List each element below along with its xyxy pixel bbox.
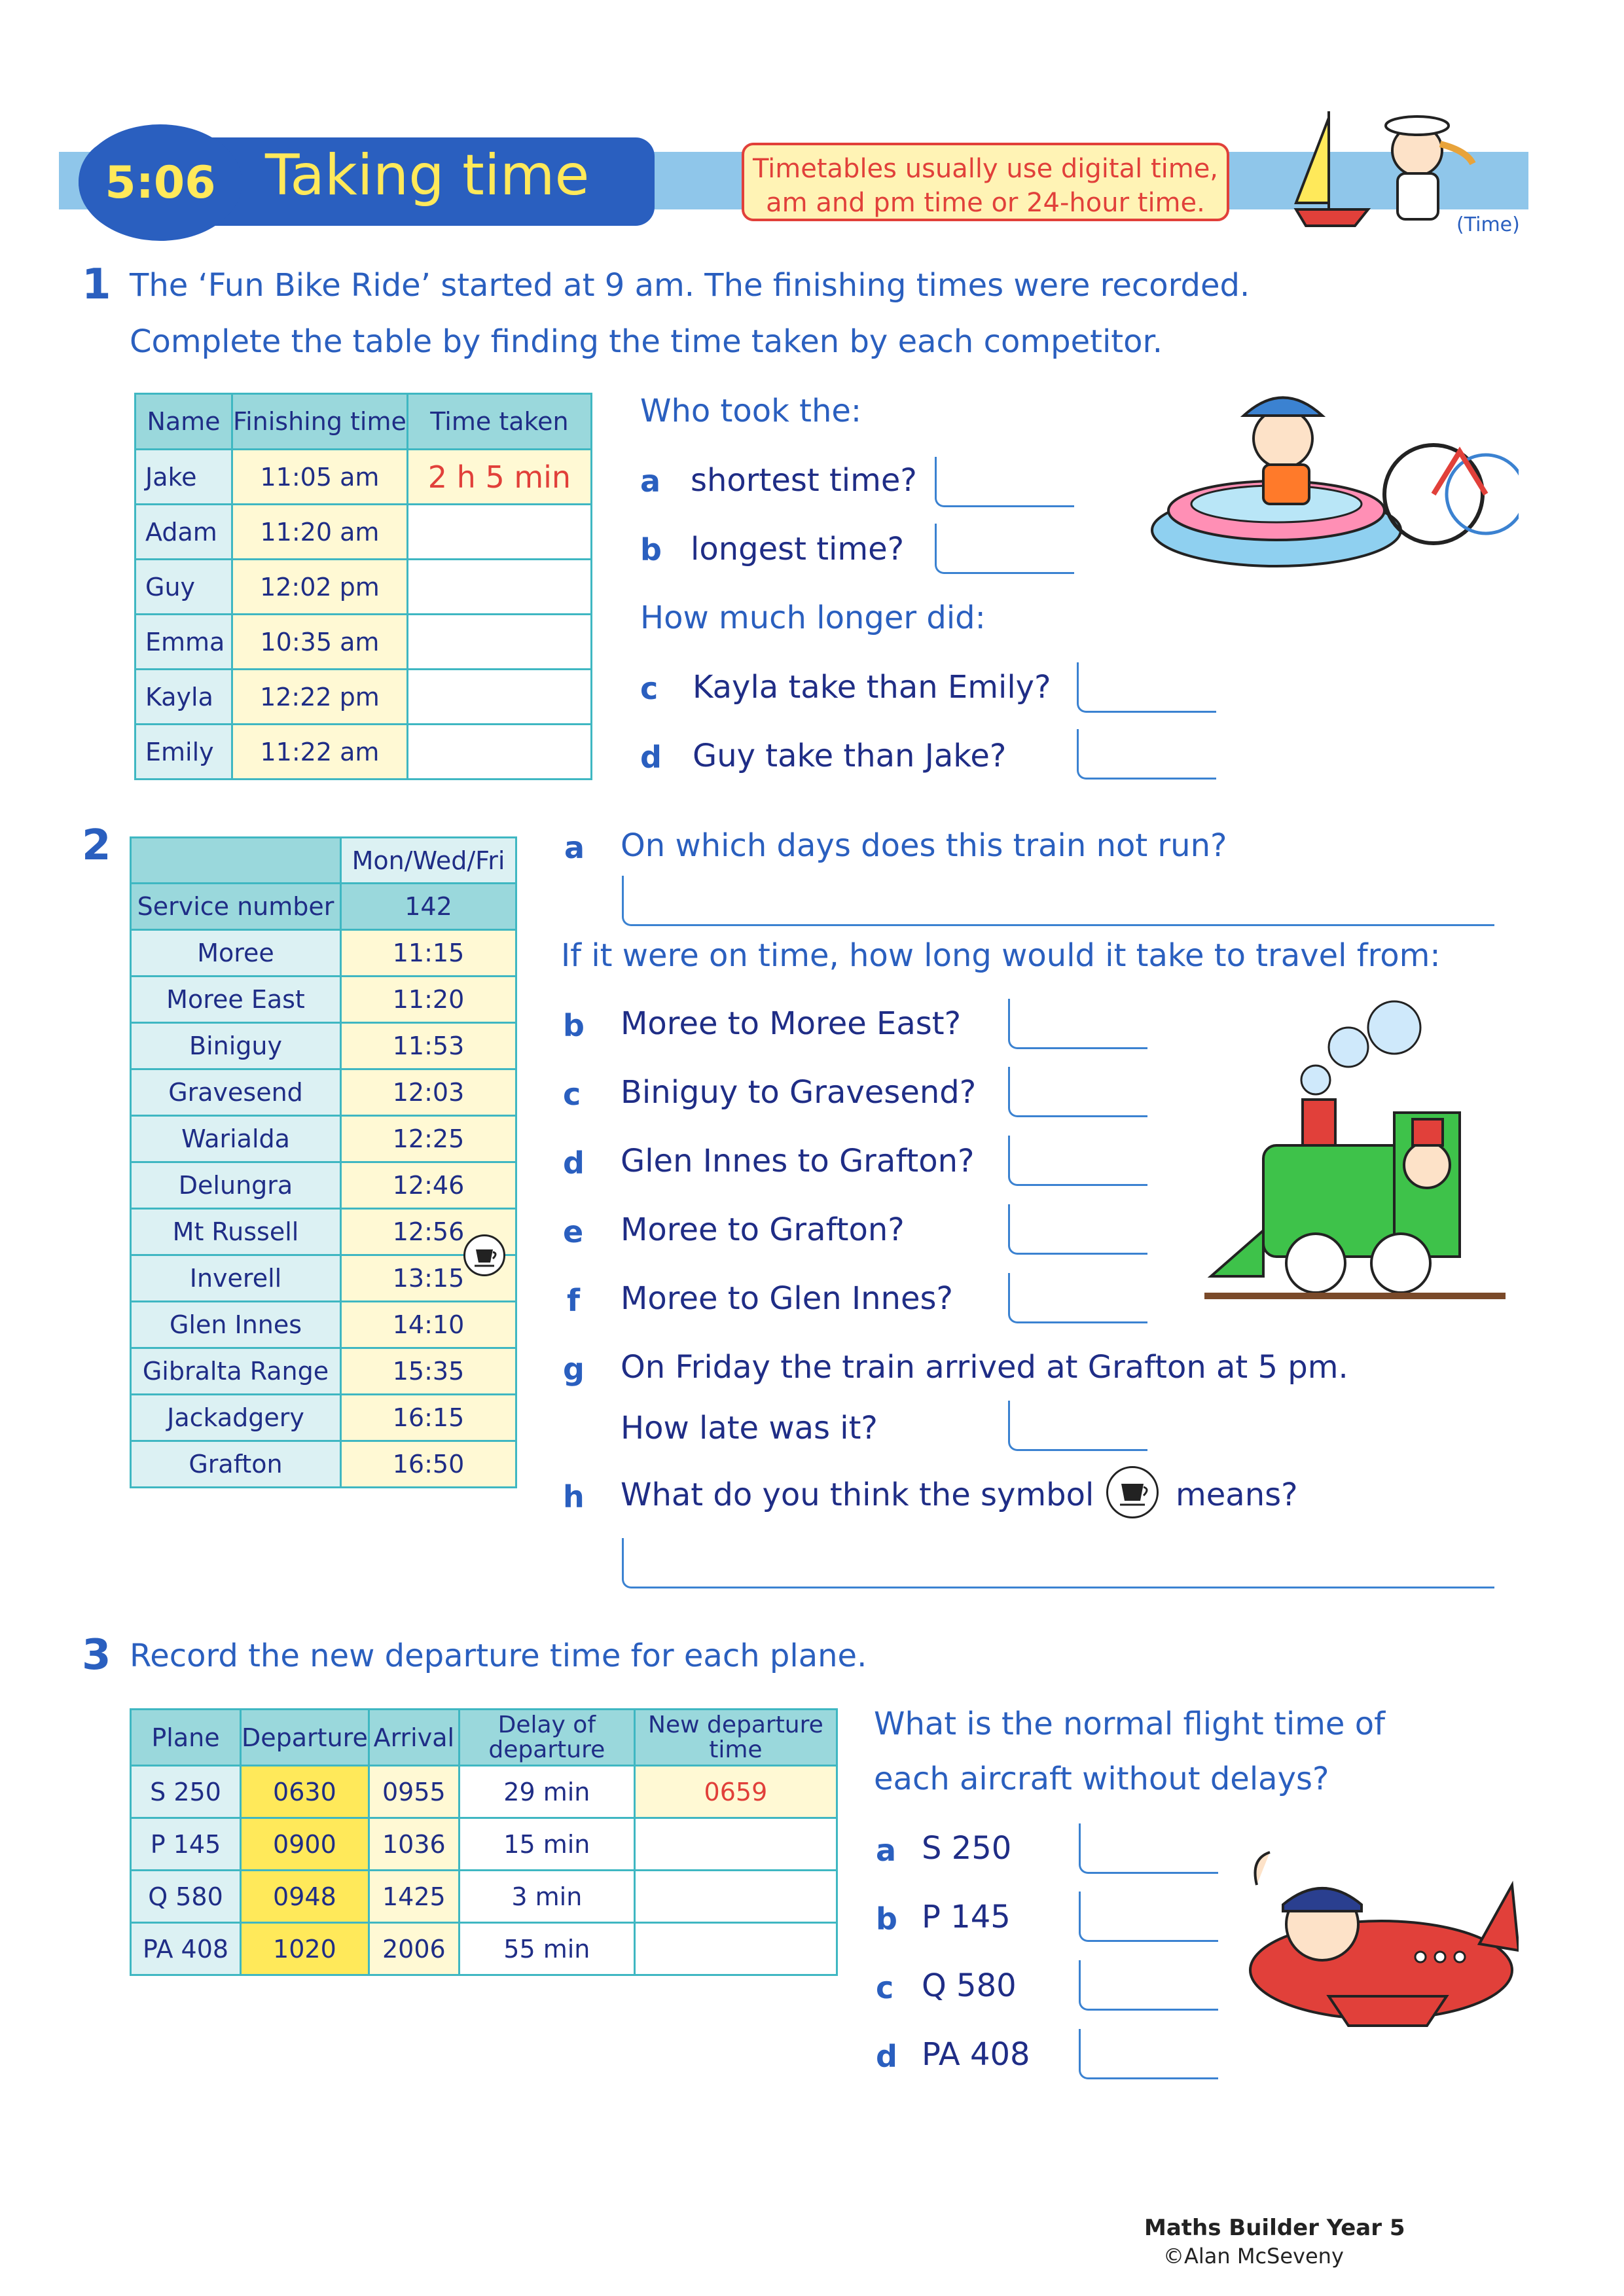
q3-question-line2: each aircraft without delays?	[874, 1761, 1329, 1797]
q1d-text: Guy take than Jake?	[693, 738, 1007, 774]
q1b-text: longest time?	[691, 531, 905, 567]
q3c-answer-box[interactable]	[1079, 1960, 1218, 2011]
q1-who-heading: Who took the:	[640, 393, 862, 429]
q1-intro-line1: The ‘Fun Bike Ride’ started at 9 am. The finishing times were recorded.	[130, 267, 1250, 304]
q3b-letter: b	[876, 1901, 897, 1937]
cell-time-taken-input[interactable]	[407, 505, 591, 560]
q2b-answer-box[interactable]	[1008, 999, 1147, 1049]
cup-icon	[463, 1234, 505, 1276]
table-row	[131, 1209, 516, 1255]
footer-book-title: Maths Builder Year 5	[1144, 2215, 1405, 2241]
stop-name: Delungra	[131, 1162, 341, 1209]
stop-time: 14:10	[341, 1302, 516, 1348]
stop-name: Glen Innes	[131, 1302, 341, 1348]
q2-travel-heading: If it were on time, how long would it take to travel from:	[561, 937, 1441, 974]
q2g-answer-box[interactable]	[1008, 1401, 1147, 1451]
cell-departure: 0948	[241, 1871, 369, 1923]
cell-time-taken: 2 h 5 min	[407, 450, 591, 505]
cell-new-departure-input[interactable]	[634, 1923, 837, 1975]
cell-finish: 11:22 am	[232, 725, 408, 780]
q1d-answer-box[interactable]	[1077, 729, 1216, 780]
table-row	[131, 1348, 516, 1395]
q2h-letter: h	[563, 1479, 585, 1515]
cell-finish: 11:20 am	[232, 505, 408, 560]
cell-arrival: 0955	[369, 1766, 459, 1818]
cup-icon	[1106, 1466, 1159, 1518]
q3a-letter: a	[876, 1833, 897, 1868]
q2c-answer-box[interactable]	[1008, 1067, 1147, 1117]
q2g-text-line2: How late was it?	[621, 1410, 878, 1446]
pool-bike-illustration	[1146, 380, 1519, 576]
cell-time-taken-input[interactable]	[407, 670, 591, 725]
info-note-line2: am and pm time or 24-hour time.	[766, 188, 1205, 218]
stop-time: 12:46	[341, 1162, 516, 1209]
q1c-text: Kayla take than Emily?	[693, 669, 1051, 706]
stop-time: 16:15	[341, 1395, 516, 1441]
table-row	[131, 1923, 837, 1975]
q3a-answer-box[interactable]	[1079, 1823, 1218, 1874]
q2g-letter: g	[563, 1352, 585, 1387]
stop-name: Biniguy	[131, 1023, 341, 1069]
stop-name: Inverell	[131, 1255, 341, 1302]
q2a-answer-line[interactable]	[622, 876, 1494, 926]
stop-name: Mt Russell	[131, 1209, 341, 1255]
table-row	[135, 725, 592, 780]
train-timetable	[130, 836, 517, 1488]
section-number: 5:06	[105, 157, 216, 209]
question-1-number: 1	[82, 260, 111, 309]
cell-time-taken-input[interactable]	[407, 560, 591, 615]
q2f-text: Moree to Glen Innes?	[621, 1280, 953, 1317]
cell-name: Emily	[135, 725, 232, 780]
q3b-text: P 145	[922, 1899, 1011, 1935]
cell-name: Jake	[135, 450, 232, 505]
table-row	[135, 670, 592, 725]
table-row	[131, 1023, 516, 1069]
table-row	[135, 560, 592, 615]
cell-delay: 29 min	[459, 1766, 634, 1818]
col-header-finishing-time: Finishing time	[232, 394, 408, 450]
q2f-letter: f	[567, 1283, 581, 1318]
table-row	[135, 615, 592, 670]
question-2-number: 2	[82, 821, 111, 870]
q1a-answer-box[interactable]	[935, 457, 1074, 507]
question-3-number: 3	[82, 1631, 111, 1679]
topic-label: (Time)	[1456, 213, 1520, 236]
q3d-letter: d	[876, 2039, 897, 2074]
cell-plane: P 145	[131, 1818, 241, 1871]
q1c-letter: c	[640, 671, 659, 706]
table-row	[131, 1302, 516, 1348]
stop-time: 12:56	[341, 1209, 516, 1255]
q2d-answer-box[interactable]	[1008, 1136, 1147, 1186]
q2e-text: Moree to Grafton?	[621, 1211, 905, 1248]
table-row	[131, 1116, 516, 1162]
cell-new-departure-input[interactable]	[634, 1818, 837, 1871]
q3d-text: PA 408	[922, 2036, 1030, 2073]
service-number-value: 142	[341, 884, 516, 930]
cell-new-departure-input[interactable]	[634, 1871, 837, 1923]
table-row	[131, 1255, 516, 1302]
q2a-letter: a	[564, 830, 585, 865]
q2b-letter: b	[563, 1008, 585, 1043]
info-note-line1: Timetables usually use digital time,	[752, 154, 1219, 184]
page-title: Taking time	[265, 143, 590, 208]
stop-time: 16:50	[341, 1441, 516, 1488]
table-row	[131, 1441, 516, 1488]
cell-departure: 0900	[241, 1818, 369, 1871]
q2c-letter: c	[563, 1077, 581, 1112]
table-row	[131, 1871, 837, 1923]
table-row	[131, 1818, 837, 1871]
table-row	[135, 505, 592, 560]
stop-time: 12:03	[341, 1069, 516, 1116]
cell-departure: 0630	[241, 1766, 369, 1818]
stop-time: 15:35	[341, 1348, 516, 1395]
q2e-letter: e	[563, 1214, 584, 1249]
q2d-text: Glen Innes to Grafton?	[621, 1143, 975, 1179]
cell-name: Kayla	[135, 670, 232, 725]
stop-time: 11:15	[341, 930, 516, 977]
stop-name: Warialda	[131, 1116, 341, 1162]
q2e-answer-box[interactable]	[1008, 1204, 1147, 1255]
q3b-answer-box[interactable]	[1079, 1892, 1218, 1942]
q2g-text-line1: On Friday the train arrived at Grafton at 5 pm.	[621, 1349, 1348, 1386]
q3-intro: Record the new departure time for each plane.	[130, 1638, 867, 1674]
stop-name: Moree East	[131, 977, 341, 1023]
col-header-new-departure: New departure time	[634, 1710, 837, 1766]
table-row	[131, 1069, 516, 1116]
stop-name: Grafton	[131, 1441, 341, 1488]
stop-name: Jackadgery	[131, 1395, 341, 1441]
q1b-answer-box[interactable]	[935, 524, 1074, 574]
table-row	[131, 1766, 837, 1818]
cell-plane: S 250	[131, 1766, 241, 1818]
q2h-text-part1: What do you think the symbol	[621, 1477, 1094, 1513]
q1d-letter: d	[640, 740, 662, 775]
q1b-letter: b	[640, 532, 662, 567]
train-illustration	[1204, 988, 1506, 1316]
q2c-text: Biniguy to Gravesend?	[621, 1074, 977, 1111]
stop-time: 11:20	[341, 977, 516, 1023]
cell-delay: 55 min	[459, 1923, 634, 1975]
q1c-answer-box[interactable]	[1077, 662, 1216, 713]
info-note	[742, 143, 1229, 221]
cell-finish: 12:02 pm	[232, 560, 408, 615]
pilot-plane-illustration	[1231, 1846, 1519, 2042]
bike-ride-table	[134, 393, 592, 780]
stop-time: 13:15	[341, 1255, 516, 1302]
cell-arrival: 2006	[369, 1923, 459, 1975]
cell-name: Adam	[135, 505, 232, 560]
cell-delay: 15 min	[459, 1818, 634, 1871]
cell-time-taken-input[interactable]	[407, 615, 591, 670]
col-header-time-taken: Time taken	[407, 394, 591, 450]
service-number-label: Service number	[131, 884, 341, 930]
cell-finish: 10:35 am	[232, 615, 408, 670]
sailor-boat-illustration	[1283, 105, 1479, 236]
cell-plane: Q 580	[131, 1871, 241, 1923]
cell-finish: 12:22 pm	[232, 670, 408, 725]
cell-name: Guy	[135, 560, 232, 615]
cell-delay: 3 min	[459, 1871, 634, 1923]
q1-how-heading: How much longer did:	[640, 600, 986, 636]
col-header-departure: Departure	[241, 1710, 369, 1766]
table-row	[131, 930, 516, 977]
q3-question-line1: What is the normal flight time of	[874, 1706, 1385, 1742]
stop-name: Gibralta Range	[131, 1348, 341, 1395]
stop-name: Moree	[131, 930, 341, 977]
q3a-text: S 250	[922, 1830, 1012, 1867]
q3d-answer-box[interactable]	[1079, 2029, 1218, 2079]
cell-new-departure: 0659	[634, 1766, 837, 1818]
col-header-delay: Delay of departure	[459, 1710, 634, 1766]
q2h-text-part2: means?	[1176, 1477, 1298, 1513]
table-row	[131, 1162, 516, 1209]
col-header-arrival: Arrival	[369, 1710, 459, 1766]
cell-name: Emma	[135, 615, 232, 670]
table-row	[131, 1395, 516, 1441]
table-row	[131, 977, 516, 1023]
table-row	[135, 450, 592, 505]
cell-arrival: 1036	[369, 1818, 459, 1871]
cell-finish: 11:05 am	[232, 450, 408, 505]
col-header-name: Name	[135, 394, 232, 450]
cell-departure: 1020	[241, 1923, 369, 1975]
q1a-letter: a	[640, 463, 661, 499]
q2a-text: On which days does this train not run?	[621, 827, 1227, 864]
q3c-letter: c	[876, 1970, 894, 2005]
q2f-answer-box[interactable]	[1008, 1273, 1147, 1323]
stop-name: Gravesend	[131, 1069, 341, 1116]
q1-intro-line2: Complete the table by finding the time taken by each competitor.	[130, 323, 1163, 360]
q3c-text: Q 580	[922, 1967, 1017, 2004]
q2b-text: Moree to Moree East?	[621, 1005, 962, 1042]
stop-time: 11:53	[341, 1023, 516, 1069]
col-header-plane: Plane	[131, 1710, 241, 1766]
cell-plane: PA 408	[131, 1923, 241, 1975]
stop-time: 12:25	[341, 1116, 516, 1162]
timetable-corner	[131, 838, 341, 884]
q2h-answer-line[interactable]	[622, 1538, 1494, 1588]
q1a-text: shortest time?	[691, 462, 917, 499]
footer-copyright: ©Alan McSeveny	[1163, 2244, 1344, 2269]
cell-arrival: 1425	[369, 1871, 459, 1923]
col-header-days: Mon/Wed/Fri	[341, 838, 516, 884]
cell-time-taken-input[interactable]	[407, 725, 591, 780]
q2d-letter: d	[563, 1145, 585, 1181]
plane-departures-table	[130, 1708, 838, 1976]
